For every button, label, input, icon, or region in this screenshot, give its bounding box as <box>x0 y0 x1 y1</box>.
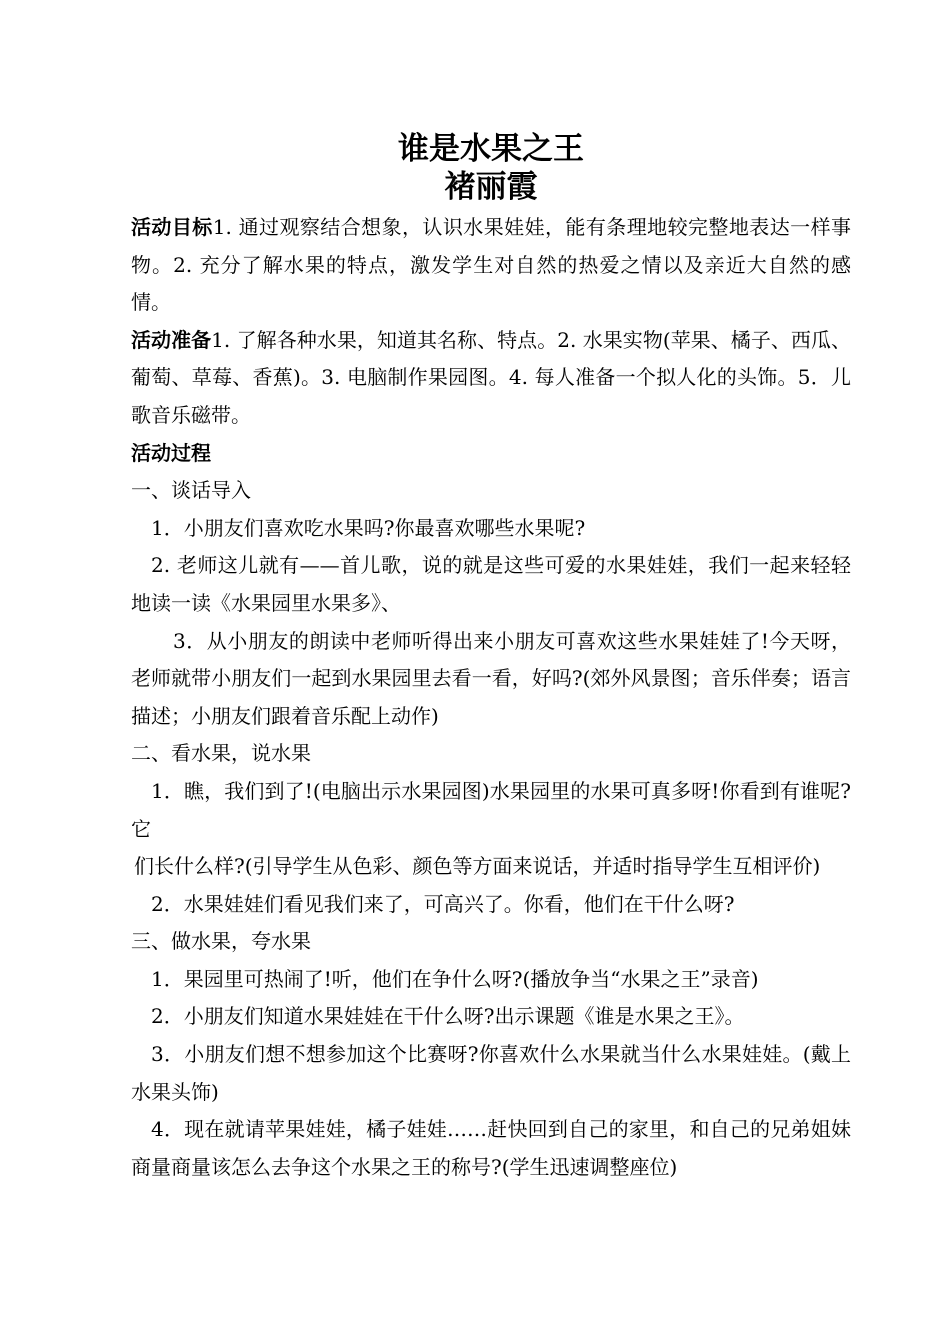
section3-item4: 4．现在就请苹果娃娃，橘子娃娃……赶快回到自己的家里，和自己的兄弟姐妹商量商量该怎么去争这个水果之王的称号?(学生迅速调整座位) <box>131 1117 851 1179</box>
process-label: 活动过程 <box>131 440 211 465</box>
section2-heading: 二、看水果，说水果 <box>131 741 311 766</box>
prep-text: 1. 了解各种水果，知道其名称、特点。2. 水果实物(苹果、橘子、西瓜、葡萄、草莓、香蕉)。3. 电脑制作果园图。4. 每人准备一个拟人化的头饰。5．儿歌音乐磁带。 <box>131 327 851 427</box>
prep-paragraph <box>131 322 851 435</box>
section2-item1-continued: 们长什么样?(引导学生从色彩、颜色等方面来说话，并适时指导学生互相评价) <box>134 854 821 879</box>
section2-item2: 2．水果娃娃们看见我们来了，可高兴了。你看，他们在干什么呀? <box>151 891 735 916</box>
prep-label: 活动准备 <box>131 327 212 352</box>
section1-heading: 一、谈话导入 <box>131 478 251 503</box>
section2-item1: 1．瞧，我们到了!(电脑出示水果园图)水果园里的水果可真多呀!你看到有谁呢?它 <box>131 778 851 841</box>
section1-item2: 2. 老师这儿就有——首儿歌，说的就是这些可爱的水果娃娃，我们一起来轻轻地读一读《水果园里水果多》、 <box>131 553 851 615</box>
section3-item2: 2．小朋友们知道水果娃娃在干什么呀?出示课题《谁是水果之王》。 <box>151 1004 745 1029</box>
section1-item3: 3．从小朋友的朗读中老师听得出来小朋友可喜欢这些水果娃娃了!今天呀，老师就带小朋友们一起到水果园里去看一看，好吗?(郊外风景图；音乐伴奏；语言描述；小朋友们跟着音乐配上动作) <box>131 628 851 728</box>
goal-label: 活动目标 <box>131 215 213 239</box>
document-title: 谁是水果之王 <box>398 131 584 167</box>
goal-paragraph <box>131 209 851 322</box>
document-page <box>131 130 851 1186</box>
section1-item1: 1．小朋友们喜欢吃水果吗?你最喜欢哪些水果呢? <box>151 515 586 540</box>
goal-text: 1. 通过观察结合想象，认识水果娃娃，能有条理地较完整地表达一样事物。2. 充分了解水果的特点，激发学生对自然的热爱之情以及亲近大自然的感情。 <box>131 215 851 315</box>
section3-item3: 3．小朋友们想不想参加这个比赛呀?你喜欢什么水果就当什么水果娃娃。(戴上水果头饰) <box>131 1042 851 1104</box>
section3-item1: 1．果园里可热闹了!听，他们在争什么呀?(播放争当“水果之王”录音) <box>151 966 759 991</box>
document-author: 褚丽霞 <box>444 169 538 205</box>
section3-heading: 三、做水果，夸水果 <box>131 929 311 954</box>
